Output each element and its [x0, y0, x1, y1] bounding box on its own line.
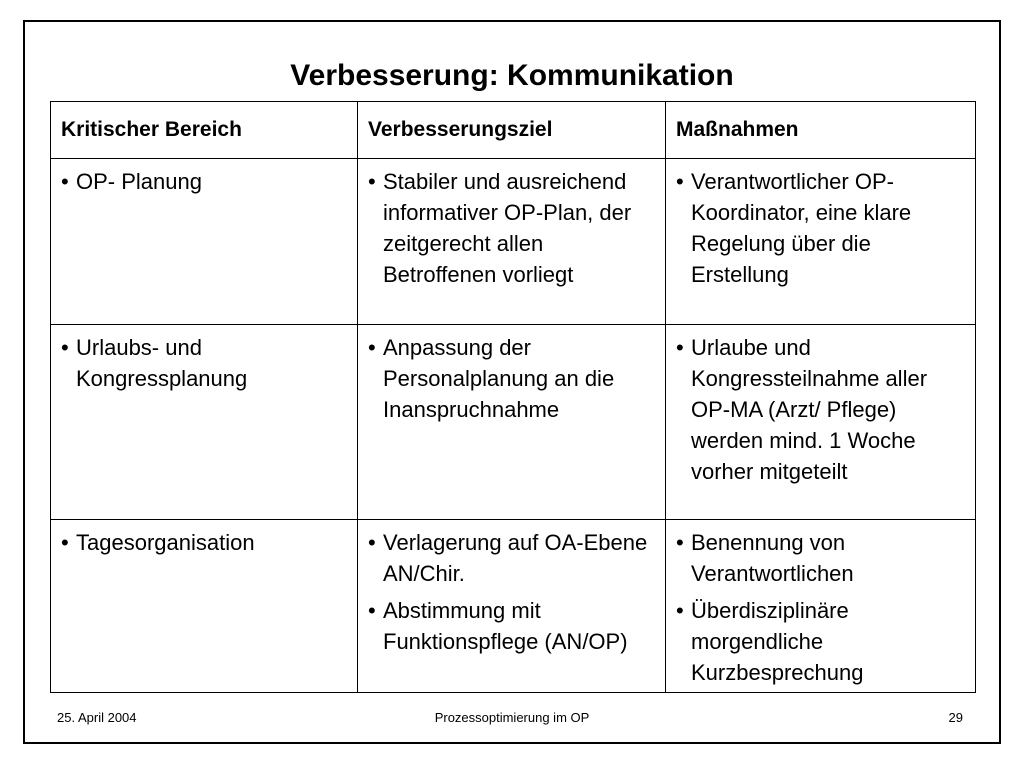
bullet-icon: •	[676, 530, 684, 555]
header-massnahmen: Maßnahmen	[666, 102, 976, 159]
table-row	[51, 325, 976, 520]
list-item: • Abstimmung mit Funktionspflege (AN/OP)	[368, 595, 661, 657]
cell-ziel	[358, 520, 666, 693]
bullet-icon: •	[676, 598, 684, 623]
list-item: • Verantwortlicher OP-Koordinator, eine klare Regelung über die Erstellung	[676, 166, 971, 290]
list-item: • Verlagerung auf OA-Ebene AN/Chir.	[368, 527, 661, 589]
list-item: • Benennung von Verantwortlichen	[676, 527, 971, 589]
bullet-icon: •	[368, 530, 376, 555]
table-row	[51, 159, 976, 325]
list-item: • OP- Planung	[61, 166, 353, 197]
table-header-row	[51, 102, 976, 159]
cell-massnahmen	[666, 520, 976, 693]
slide	[23, 20, 1001, 744]
list-item: • Stabiler und ausreichend informativer OP-Plan, der zeitgerecht allen Betroffenen vorliegt	[368, 166, 661, 290]
list-item: • Tagesorganisation	[61, 527, 353, 558]
cell-bereich	[51, 159, 358, 325]
bullet-icon: •	[368, 169, 376, 194]
cell-ziel	[358, 325, 666, 520]
list-item: • Überdisziplinäre morgendliche Kurzbesprechung	[676, 595, 971, 688]
cell-massnahmen	[666, 325, 976, 520]
bullet-icon: •	[61, 169, 69, 194]
list-item: • Anpassung der Personalplanung an die Inanspruchnahme	[368, 332, 661, 425]
header-verbesserungsziel: Verbesserungsziel	[358, 102, 666, 159]
bullet-icon: •	[676, 335, 684, 360]
cell-bereich	[51, 325, 358, 520]
bullet-icon: •	[61, 335, 69, 360]
list-item: • Urlaubs- und Kongressplanung	[61, 332, 353, 394]
page-number: 29	[948, 710, 963, 725]
list-item: • Urlaube und Kongressteilnahme aller OP-MA (Arzt/ Pflege) werden mind. 1 Woche vorher mitgeteilt	[676, 332, 971, 487]
measures-table	[50, 101, 976, 693]
bullet-icon: •	[368, 598, 376, 623]
bullet-icon: •	[368, 335, 376, 360]
cell-massnahmen	[666, 159, 976, 325]
header-kritischer-bereich: Kritischer Bereich	[51, 102, 358, 159]
cell-bereich	[51, 520, 358, 693]
cell-ziel	[358, 159, 666, 325]
bullet-icon: •	[676, 169, 684, 194]
footer-title: Prozessoptimierung im OP	[434, 710, 590, 725]
bullet-icon: •	[61, 530, 69, 555]
table-row	[51, 520, 976, 693]
slide-title: Verbesserung: Kommunikation	[290, 59, 734, 92]
footer-date: 25. April 2004	[57, 710, 137, 725]
